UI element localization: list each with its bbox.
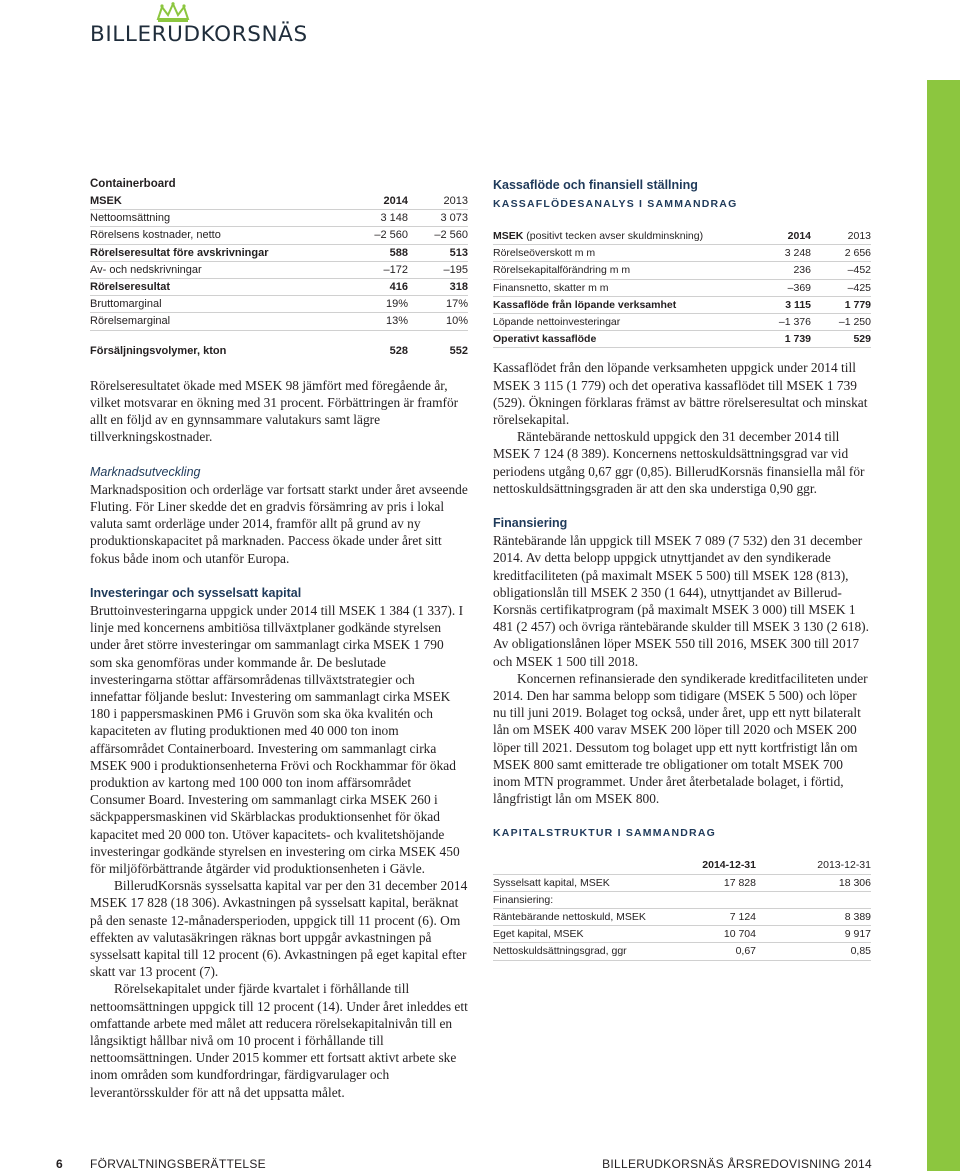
table-row <box>493 943 871 960</box>
row-value-1: –2 560 <box>374 229 408 242</box>
row-value-2: 17% <box>445 298 468 311</box>
page-number: 6 <box>56 1157 63 1171</box>
investment-heading: Investeringar och sysselsatt kapital <box>90 585 302 600</box>
row-label: Operativt kassaflöde <box>493 333 597 346</box>
row-value-2: 9 917 <box>844 928 871 941</box>
row-label: Finansiering: <box>493 893 554 906</box>
table-header-row <box>90 193 468 210</box>
company-logo <box>90 2 308 48</box>
row-value-1: 3 115 <box>785 298 811 311</box>
row-label: Nettoskuldsättningsgrad, ggr <box>493 945 627 958</box>
row-value-2: 318 <box>449 281 468 294</box>
row-value-1: –1 376 <box>778 316 811 329</box>
row-label: Bruttomarginal <box>90 298 162 311</box>
row-value-1: 10 704 <box>723 928 756 941</box>
row-value-1: 3 248 <box>784 247 811 260</box>
crown-icon <box>155 2 191 22</box>
side-accent-bar <box>927 80 960 1171</box>
row-value-1: 0,67 <box>735 945 756 958</box>
containerboard-table <box>90 193 468 360</box>
row-value-2: 3 073 <box>440 212 468 225</box>
row-value-1: 236 <box>793 264 811 277</box>
header-label: MSEK <box>90 195 122 208</box>
row-value-2: 8 389 <box>844 911 871 924</box>
row-value-2: 529 <box>853 333 871 346</box>
cashflow-header-label <box>493 230 751 242</box>
volume-row <box>90 343 468 360</box>
cashflow-header-unit: MSEK <box>493 230 524 243</box>
cashflow-paragraph-2: Räntebärande nettoskuld uppgick den 31 december 2014 till MSEK 7 124 (8 389). Koncernens nettoskuldsättningsgrad var vid periodens utgång 0,67 ggr (0,85). BillerudKorsnäs finansiella mål för nettoskuldsättningsgraden är att den ska understiga 0,90 ggr. <box>493 429 865 496</box>
row-label: Rörelseresultat före avskrivningar <box>90 246 269 259</box>
volume-2013: 552 <box>449 345 468 358</box>
row-value-2: –452 <box>847 264 871 277</box>
row-value-1: 1 739 <box>784 333 811 346</box>
row-label: Sysselsatt kapital, MSEK <box>493 876 610 889</box>
row-label: Kassaflöde från löpande verksamhet <box>493 298 677 311</box>
header-date-2: 2013-12-31 <box>817 859 871 872</box>
table-row <box>90 210 468 227</box>
row-value-2: 513 <box>449 246 468 259</box>
row-value-2: 1 779 <box>844 298 871 311</box>
row-value-2: –1 250 <box>838 316 871 329</box>
row-value-1: 416 <box>389 281 408 294</box>
table-row <box>90 245 468 262</box>
market-paragraph: Marknadsposition och orderläge var fortsatt starkt under året avseende Fluting. För Liner skedde det en gradvis försämring av pris i lokal valuta samt orderläge under 2014, framför allt på grund av ny produktionskapacitet på marknaden. Paccess ökade under året sitt fokus både inom och utanför Europa. <box>90 481 468 566</box>
investment-paragraph-2: BillerudKorsnäs sysselsatta kapital var per den 31 december 2014 MSEK 17 828 (18 306). Avkastningen på sysselsatt kapital, beräknat på den senaste 12-månadersperioden, uppgick till 11 procent (6). Om effekten av valutasäkringen räknas bort uppgår avkastningen på sysselsatt kapital till 12 procent (6). Avkastningen på eget kapital efter skatt var 13 procent (7). <box>90 878 468 980</box>
row-label: Nettoomsättning <box>90 212 171 225</box>
cashflow-paragraph-1: Kassaflödet från den löpande verksamheten uppgick under 2014 till MSEK 3 115 (1 779) och det operativa kassaflödet till MSEK 1 739 (529). Ökningen förklaras främst av bättre rörelseresultat och minskat rörelsekapital. <box>493 360 868 427</box>
table-row <box>493 314 871 331</box>
row-label: Eget kapital, MSEK <box>493 928 584 941</box>
table-row <box>493 331 871 348</box>
section-name: FÖRVALTNINGSBERÄTTELSE <box>90 1157 266 1171</box>
investment-paragraph-1: Bruttoinvesteringarna uppgick under 2014 till MSEK 1 384 (1 337). I linje med koncernens ambitiösa tillväxtplaner godkände styrelsen under året större investeringar om sammanlagt cirka MSEK 1 790 som ska genomföras under kommande år. De beslutade investeringarna stöttar affärsområdenas tillväxtstrategier och innefattar följande beslut: Investering om sammanlagt cirka MSEK 180 i pappersmaskinen PM6 i Gruvön som ska öka kvalitén och kapaciteten av fluting produktionen med 40 000 ton inom affärsområdet Containerboard. Investering om sammanlagt cirka MSEK 900 i produktionsenheterna Frövi och Rockhammar för ökad produktion av kartong med 100 000 ton inom affärsområdet Consumer Board. Investering om sammanlagt cirka MSEK 260 i säckpappersmaskinen vid Skärblackas produktionsenhet för ökad kapacitet med 20 000 ton. Utöver kapacitets- och kvalitetshöjande investeringar godkände styrelsen en investering om cirka MSEK 450 för miljöförbättrande åtgärder vid produktionsenheten i Gävle. <box>90 602 464 876</box>
table-row <box>90 279 468 296</box>
row-value-2: 10% <box>445 315 468 328</box>
cashflow-subheading: KASSAFLÖDESANALYS I SAMMANDRAG <box>493 198 738 210</box>
row-value-2: 0,85 <box>850 945 871 958</box>
logo-wordmark: BILLERUDKORSNÄS <box>90 22 308 47</box>
row-value-1: 13% <box>385 315 408 328</box>
row-label: Rörelsemarginal <box>90 315 171 328</box>
row-value-1: –172 <box>383 263 408 276</box>
header-year-1: 2014 <box>383 195 408 208</box>
table-row <box>493 875 871 892</box>
table-header-row <box>493 857 871 874</box>
row-label: Rörelseresultat <box>90 281 171 294</box>
row-label: Rörelseöverskott m m <box>493 247 596 260</box>
header-year-1: 2014 <box>787 230 811 243</box>
row-value-1: –369 <box>787 281 811 294</box>
cashflow-table <box>493 228 871 348</box>
row-label: Finansnetto, skatter m m <box>493 281 609 294</box>
row-label: Av- och nedskrivningar <box>90 263 202 276</box>
row-value-2: –195 <box>443 263 468 276</box>
row-value-1: 19% <box>385 298 408 311</box>
row-label: Löpande nettoinvesteringar <box>493 316 621 329</box>
publication-name: BILLERUDKORSNÄS ÅRSREDOVISNING 2014 <box>602 1157 872 1171</box>
left-column <box>90 178 468 1101</box>
page-footer <box>0 1157 960 1171</box>
row-value-2: 18 306 <box>838 876 871 889</box>
left-body <box>90 377 468 1101</box>
row-value-1: 17 828 <box>723 876 756 889</box>
table-row <box>493 297 871 314</box>
cashflow-body <box>493 359 871 807</box>
financing-heading: Finansiering <box>493 515 568 530</box>
result-paragraph: Rörelseresultatet ökade med MSEK 98 jämfört med föregående år, vilket motsvarar en ökning med 31 procent. Förbättringen är framför allt en följd av en gynnsammare valutakurs samt lägre tillverkningskostnader. <box>90 377 459 445</box>
row-value-2: 2 656 <box>844 247 871 260</box>
table-row <box>90 262 468 279</box>
table-row <box>493 926 871 943</box>
investment-paragraph-3: Rörelsekapitalet under fjärde kvartalet i förhållande till nettoomsättningen uppgick till 12 procent (14). Under året inleddes ett omfattande arbete med målet att reducera rörelsekapitalnivån till en långsiktigt hållbar nivå om 10 procent i förhållande till nettoomsättningen. Under 2015 kommer ett fortsatt aktivt arbete ske inom områden som kundfordringar, färdigvarulager och leverantörsskulder för att nå det uppsatta målet. <box>90 981 468 1100</box>
table-row <box>90 296 468 313</box>
table-row <box>493 262 871 279</box>
row-label: Räntebärande nettoskuld, MSEK <box>493 911 646 924</box>
containerboard-title: Containerboard <box>90 178 176 190</box>
row-value-1: 7 124 <box>729 911 756 924</box>
row-label: Rörelsens kostnader, netto <box>90 229 221 242</box>
table-row <box>90 313 468 330</box>
cashflow-header-note: (positivt tecken avser skuldminskning) <box>526 230 704 243</box>
header-year-2: 2013 <box>847 230 871 243</box>
row-value-2: –425 <box>847 281 871 294</box>
financing-paragraph-2: Koncernen refinansierade den syndikerade kreditfaciliteten under 2014. Den har samma belopp som tidigare (MSEK 5 500) och löper nu till juni 2019. Bolaget tog också, under året, upp ett nytt bilateralt lån om MSEK 400 varav MSEK 200 löper till 2020 och MSEK 200 löper till 2021. Dessutom tog bolaget upp ett nytt kortfristigt lån om MSEK 800 samt emitterade tre obligationer om totalt MSEK 700 inom MTN programmet. Under året återbetalade bolaget, i förtid, långfristigt lån om MSEK 800. <box>493 670 868 807</box>
cashflow-heading: Kassaflöde och finansiell ställning <box>493 178 698 192</box>
row-label: Rörelsekapitalförändring m m <box>493 264 631 277</box>
table-row <box>493 245 871 262</box>
volume-2014: 528 <box>389 345 408 358</box>
row-value-1: 588 <box>389 246 408 259</box>
row-value-1: 3 148 <box>380 212 408 225</box>
volume-label: Försäljningsvolymer, kton <box>90 345 227 358</box>
row-value-2: –2 560 <box>434 229 468 242</box>
table-header-row <box>493 228 871 245</box>
table-row <box>493 909 871 926</box>
market-heading: Marknadsutveckling <box>90 464 201 479</box>
capital-heading: KAPITALSTRUKTUR I SAMMANDRAG <box>493 827 716 840</box>
table-row <box>90 227 468 244</box>
table-row <box>493 892 871 909</box>
table-row <box>493 280 871 297</box>
right-column <box>493 178 871 961</box>
capital-table <box>493 857 871 960</box>
header-date-1: 2014-12-31 <box>702 859 756 872</box>
header-year-2: 2013 <box>443 195 468 208</box>
financing-paragraph-1: Räntebärande lån uppgick till MSEK 7 089 (7 532) den 31 december 2014. Av detta belopp uppgick utnyttjandet av den syndikerade kreditfaciliteten (på maximalt MSEK 5 500) till MSEK 128 (813), obligationslån till MSEK 2 350 (1 644), utnyttjandet av Billerud-Korsnäs certifikatprogram (på maximalt MSEK 3 000) till MSEK 1 481 (2 457) och övriga räntebärande skulder till MSEK 3 130 (2 618). Av obligationslånen löper MSEK 550 till 2016, MSEK 300 till 2017 och MSEK 1 500 till 2018. <box>493 533 869 669</box>
